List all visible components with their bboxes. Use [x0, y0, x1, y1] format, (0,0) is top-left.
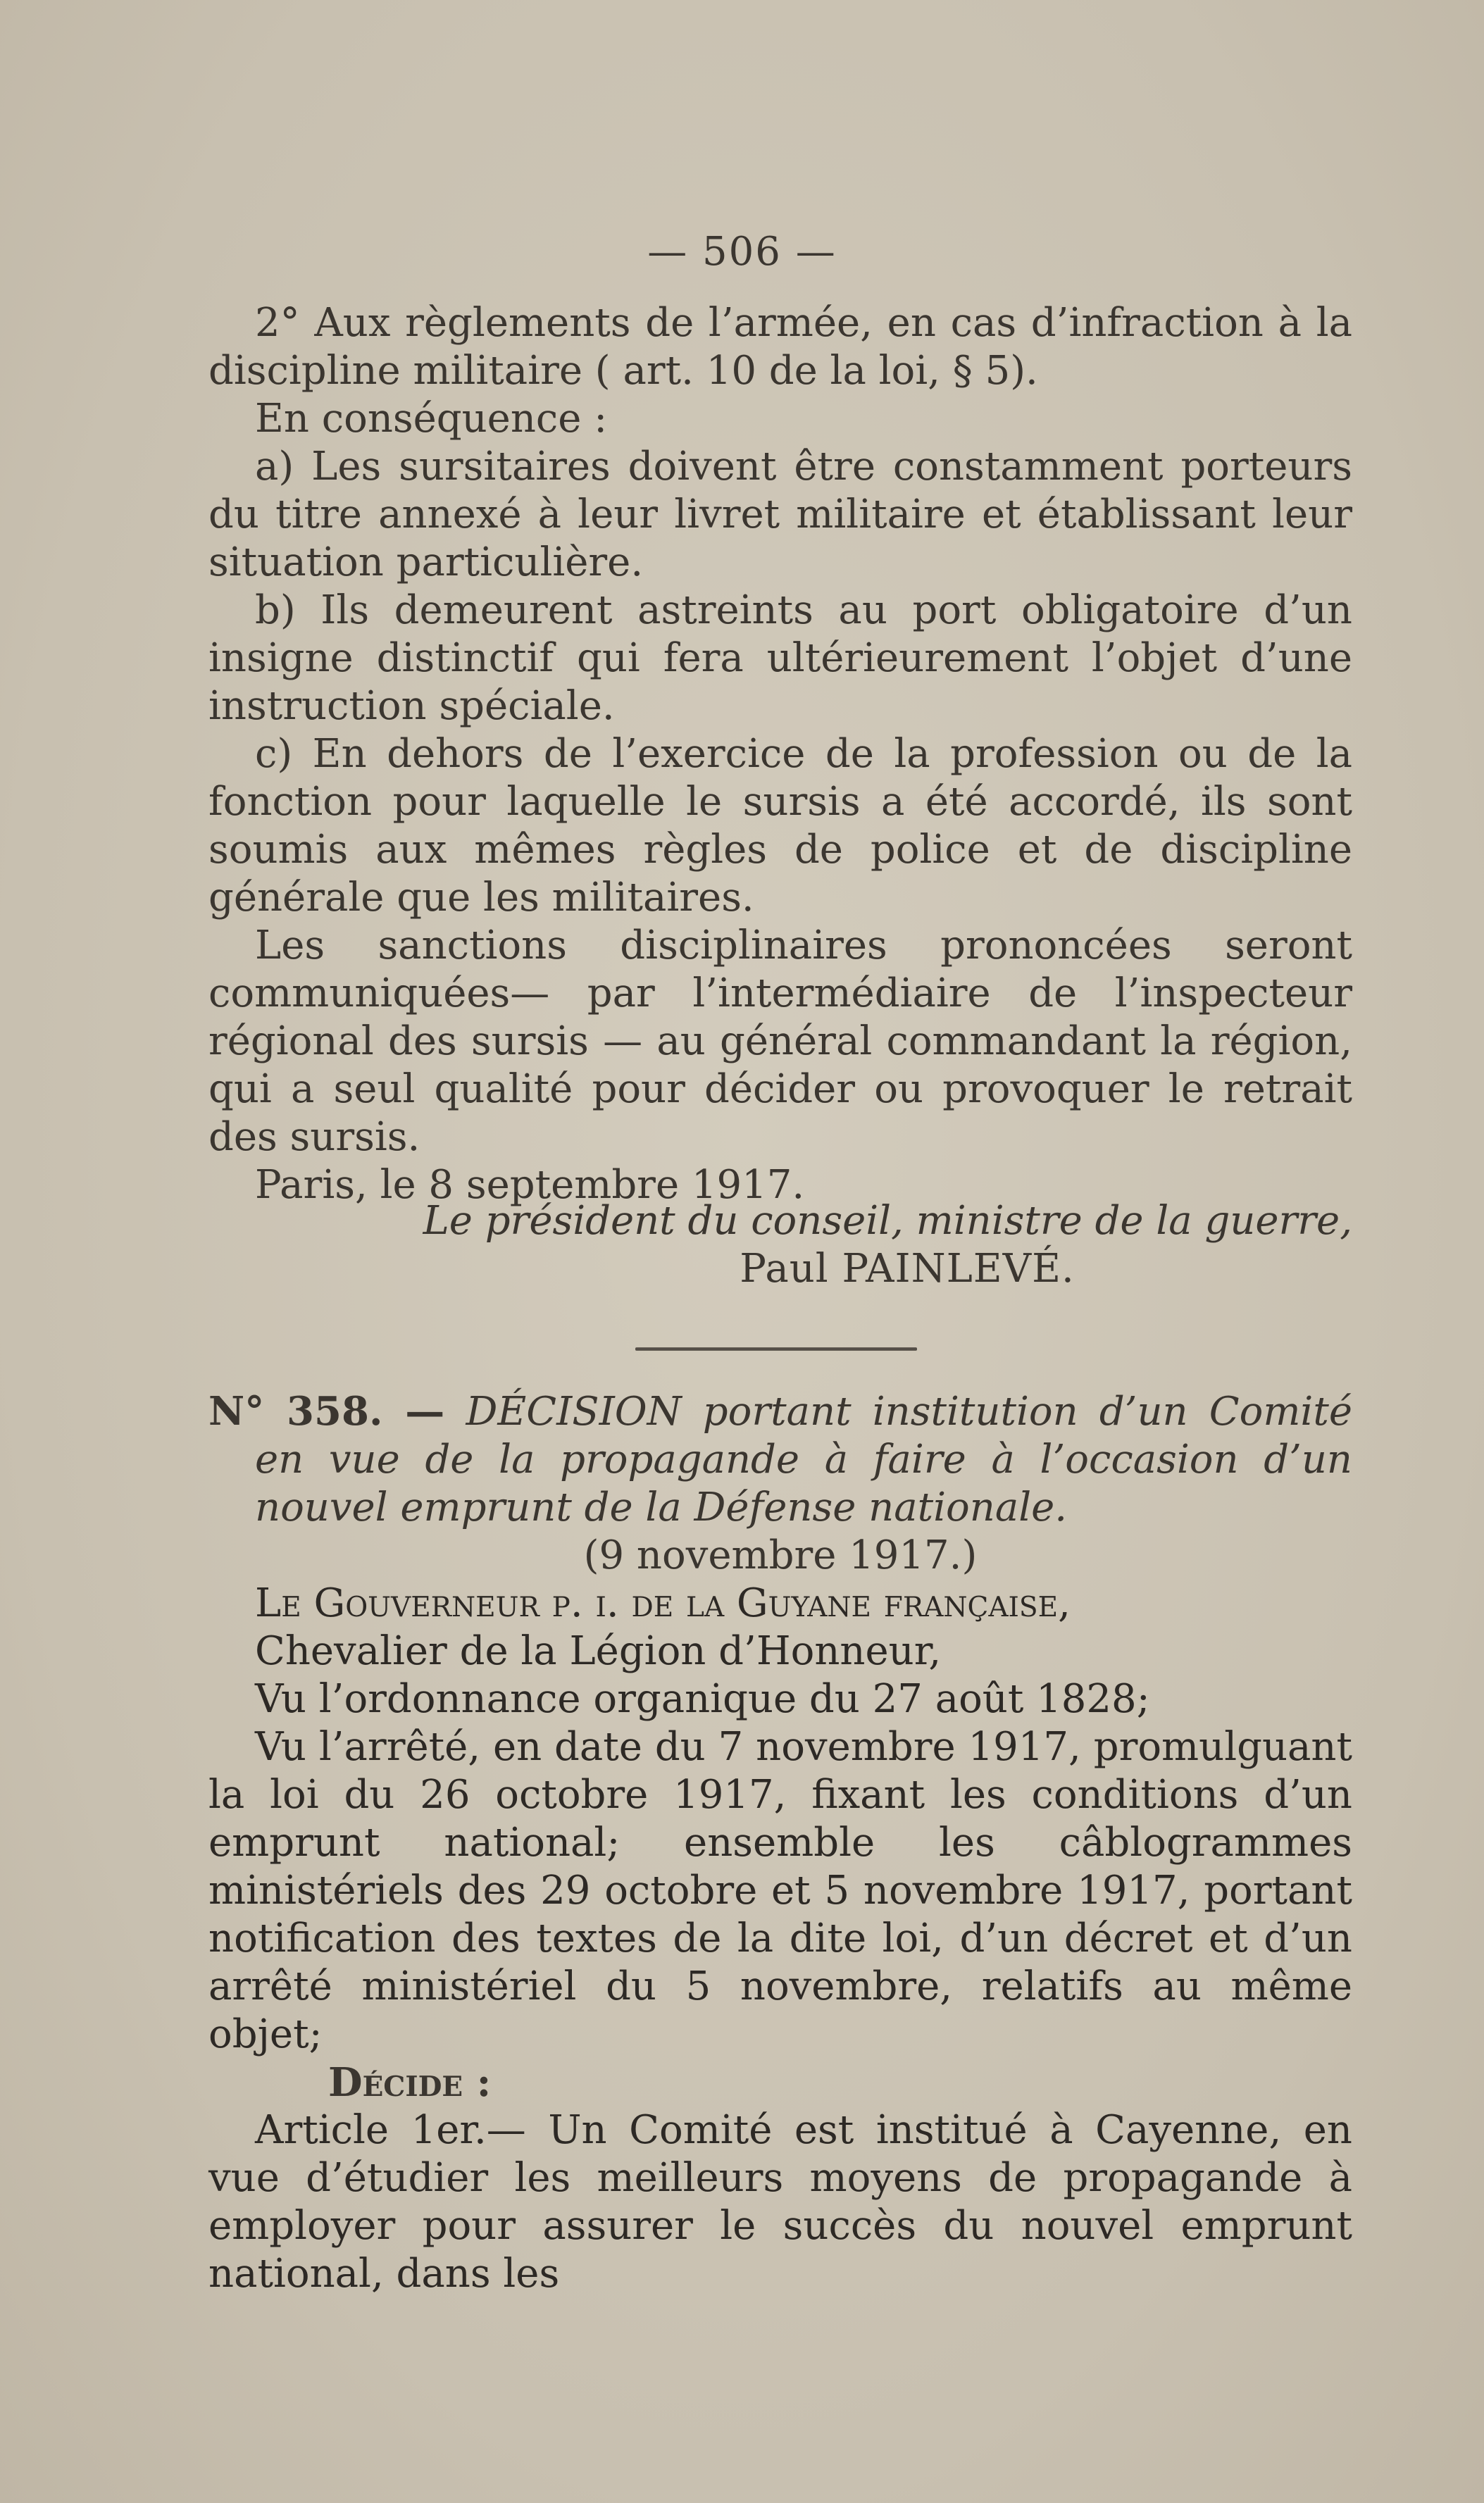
separator-rule: [635, 1347, 917, 1351]
decision-authority: Le Gouverneur p. i. de la Guyane française,: [255, 1580, 1071, 1626]
paragraph-a: a) Les sursitaires doivent être constamment porteurs du titre annexé à leur livret militaire et établissant leur situation particulière.: [208, 444, 1352, 585]
paragraph-b: b) Ils demeurent astreints au port obligatoire d’un insigne distinctif qui fera ultérieurement l’objet d’une instruction spéciale.: [208, 587, 1352, 729]
paragraph-c: c) En dehors de l’exercice de la profession ou de la fonction pour laquelle le sursis a été accordé, ils sont soumis aux mêmes règles de police et de discipline générale que les militaires.: [208, 731, 1352, 920]
signature-title: Le président du conseil, ministre de la guerre,: [423, 1198, 1352, 1244]
paragraph-date: Paris, le 8 septembre 1917.: [255, 1162, 805, 1208]
paragraph-sanctions: Les sanctions disciplinaires prononcées seront communiquées— par l’intermédiaire de l’inspecteur régional des sursis — au général commandant la région, qui a seul qualité pour décider ou provoquer le retrait des sursis.: [208, 923, 1352, 1160]
body-text: [208, 299, 1352, 1209]
decision-date: (9 novembre 1917.): [583, 1533, 978, 1578]
decision-block: [208, 1387, 1352, 2298]
decision-rank: Chevalier de la Légion d’Honneur,: [255, 1628, 942, 1674]
decision-title: DÉCISION portant institution d’un Comité en vue de la propagande à faire à l’occasion d’un nouvel emprunt de la Défense nationale.: [255, 1389, 1352, 1530]
decision-vu-arrete: Vu l’arrêté, en date du 7 novembre 1917, promulguant la loi du 26 octobre 1917, fixant les conditions d’un emprunt national; ensemble les câblogrammes ministériels des 29 octobre et 5 novembre 1917, portant notification des textes de la dite loi, d’un décret et d’un arrêté ministériel du 5 novembre, relatifs au même objet;: [208, 1724, 1352, 2057]
page-number: — 506 —: [647, 229, 837, 275]
signature-name: Paul PAINLEVÉ.: [740, 1246, 1075, 1292]
decision-decide: Décide :: [328, 2059, 492, 2106]
paragraph-military-rules: 2° Aux règlements de l’armée, en cas d’infraction à la discipline militaire ( art. 10 de la loi, § 5).: [208, 300, 1352, 394]
decision-article-1: Article 1er.— Un Comité est institué à Cayenne, en vue d’étudier les meilleurs moyens de propagande à employer pour assurer le succès du nouvel emprunt national, dans les: [208, 2107, 1352, 2297]
decision-number: N° 358. —: [208, 1388, 445, 1435]
paragraph-consequence: En conséquence :: [255, 396, 608, 442]
decision-vu-ordonnance: Vu l’ordonnance organique du 27 août 1828;: [255, 1676, 1150, 1722]
decision-heading: [208, 1387, 1352, 1532]
signature: [208, 1197, 1352, 1293]
